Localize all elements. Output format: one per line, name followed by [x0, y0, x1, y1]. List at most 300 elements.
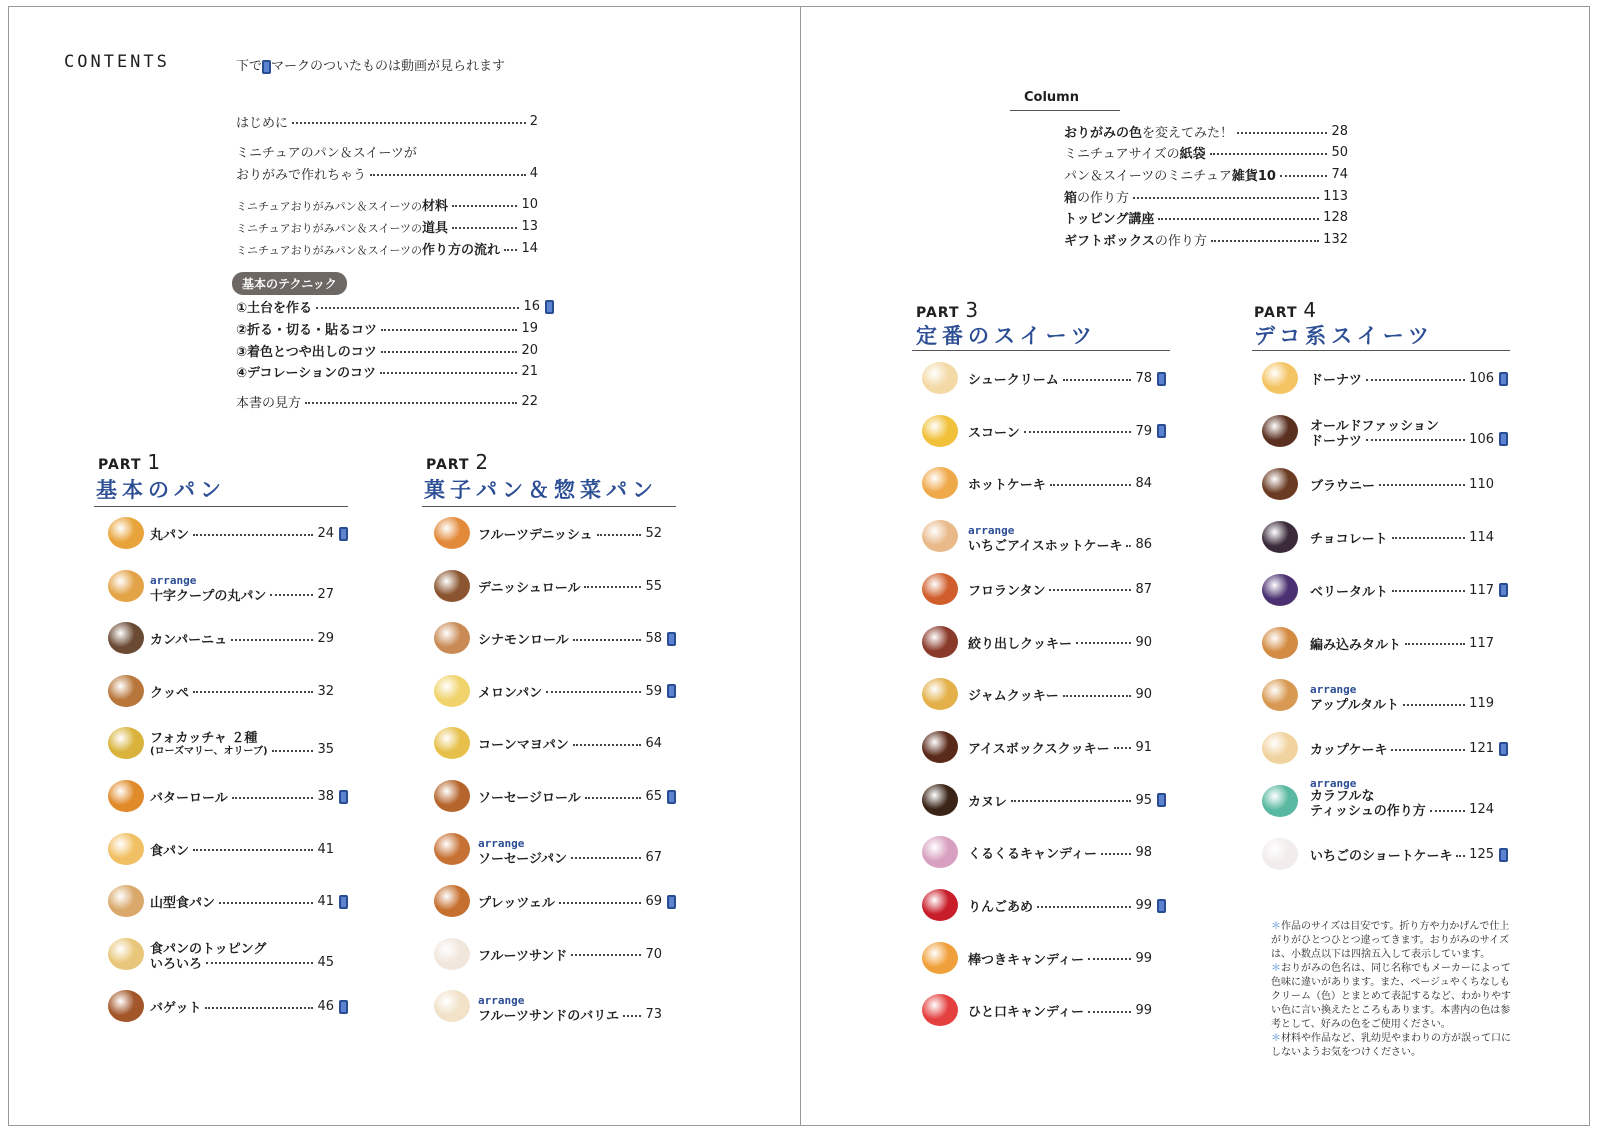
item-label: シュークリーム: [968, 373, 1059, 388]
toc-page: 16: [523, 299, 540, 314]
page-gutter: [800, 6, 801, 1126]
food-photo-icon: [434, 570, 470, 602]
smartphone-video-icon: [667, 790, 676, 804]
leader-dots: [1126, 545, 1131, 547]
item-page: 29: [317, 631, 334, 647]
item-page: 90: [1135, 634, 1152, 650]
toc-flow[interactable]: [236, 239, 538, 258]
leader-dots: [573, 744, 642, 746]
item-line1: 食パンのトッピング: [150, 941, 267, 957]
arrange-tag: arrange: [478, 836, 525, 850]
item-label: カンパーニュ: [150, 633, 228, 649]
smartphone-video-icon: [1499, 742, 1508, 756]
arrange-tag: arrange: [1310, 683, 1357, 697]
item-page: 99: [1135, 898, 1152, 913]
part3-rule: [912, 350, 1170, 351]
item-label: クッペ: [150, 685, 190, 701]
item-page: 114: [1469, 529, 1494, 545]
item-label: ベリータルト: [1310, 584, 1389, 600]
column-pre: パン＆スイーツのミニチュア: [1064, 169, 1232, 184]
item-label: コーンマヨパン: [478, 738, 569, 754]
column-item-2[interactable]: [1064, 143, 1348, 162]
toc-technique-1[interactable]: [236, 297, 554, 316]
part3-item-13[interactable]: [968, 1001, 1166, 1020]
leader-dots: [573, 639, 642, 641]
item-label: 編み込みタルト: [1310, 637, 1402, 653]
toc-technique-3[interactable]: [236, 341, 538, 360]
toc-bold: 作り方の流れ: [422, 243, 501, 258]
smartphone-video-icon: [545, 300, 554, 314]
arrange-tag: arrange: [1310, 777, 1357, 791]
item-label: ソーセージロール: [478, 791, 581, 806]
food-photo-icon: [108, 780, 144, 812]
item-page: 24: [317, 526, 334, 541]
smartphone-video-icon: [667, 684, 676, 698]
item-label: カップケーキ: [1310, 743, 1388, 759]
item-label: ブラウニー: [1310, 478, 1376, 494]
smartphone-video-icon: [1157, 424, 1166, 438]
part2-item-3[interactable]: [478, 629, 676, 648]
smartphone-video-icon: [667, 632, 676, 646]
part3-item-12[interactable]: [968, 949, 1166, 968]
leader-dots: [231, 639, 313, 641]
toc-page: 28: [1331, 124, 1348, 139]
item-page: 110: [1469, 476, 1494, 492]
item-label: 十字クープの丸パン: [150, 588, 267, 604]
leader-dots: [1392, 590, 1465, 592]
item-page: 117: [1469, 635, 1494, 651]
food-photo-icon: [108, 517, 144, 549]
part2-rule: [422, 506, 676, 507]
star-bullet-icon: ＊: [1271, 921, 1281, 932]
part1-item-4[interactable]: [150, 682, 348, 701]
leader-dots: [1392, 537, 1466, 539]
leader-dots: [1114, 747, 1132, 749]
toc-label: ③着色とつや出しのコツ: [236, 345, 377, 360]
toc-hajimeni[interactable]: [236, 112, 538, 131]
item-page: 99: [1135, 950, 1152, 966]
arrange-tag: arrange: [968, 524, 1015, 538]
leader-dots: [623, 1015, 641, 1017]
part1-rule: [94, 506, 348, 507]
toc-page: 21: [521, 364, 538, 379]
part3-item-10[interactable]: [968, 843, 1166, 862]
item-page: 119: [1469, 696, 1494, 712]
food-photo-icon: [1262, 468, 1298, 500]
food-photo-icon: [108, 833, 144, 865]
food-photo-icon: [108, 570, 144, 602]
toc-page: 20: [521, 343, 538, 358]
toc-page: 113: [1323, 189, 1348, 204]
leader-dots: [584, 586, 641, 588]
column-rest: の作り方: [1077, 191, 1130, 206]
part4-item-4[interactable]: [1310, 528, 1508, 547]
star-bullet-icon: ＊: [1271, 1033, 1281, 1044]
smartphone-video-icon: [1499, 583, 1508, 597]
item-page: 90: [1135, 687, 1152, 703]
food-photo-icon: [434, 938, 470, 970]
food-photo-icon: [1262, 574, 1298, 606]
item-label: ひと口キャンディー: [968, 1005, 1084, 1021]
part1-item-6[interactable]: [150, 787, 348, 806]
food-photo-icon: [1262, 785, 1298, 817]
leader-dots: [1024, 431, 1132, 433]
smartphone-video-icon: [262, 60, 271, 74]
leader-dots: [1076, 642, 1131, 644]
part3-item-8[interactable]: [968, 738, 1166, 757]
part1-item-9[interactable]: [150, 953, 348, 972]
item-page: 121: [1469, 741, 1494, 757]
column-item-3[interactable]: [1064, 165, 1348, 184]
arrange-tag: arrange: [478, 994, 525, 1008]
column-pre: ミニチュアサイズの: [1064, 147, 1180, 162]
toc-bold: 道具: [422, 221, 449, 236]
item-page: 125: [1469, 847, 1494, 863]
item-page: 55: [645, 578, 662, 594]
part2-item-8[interactable]: [478, 892, 676, 911]
item-label: 丸パン: [150, 528, 190, 543]
smartphone-video-icon: [1499, 848, 1508, 862]
part1-label: PART 1: [98, 450, 162, 474]
item-label: アイスボックスクッキー: [968, 741, 1110, 757]
item-label: フルーツサンド: [478, 948, 568, 964]
toc-label: おりがみで作れちゃう: [236, 168, 367, 183]
item-label: プレッツェル: [478, 896, 555, 912]
toc-page: 4: [529, 166, 538, 181]
toc-tools[interactable]: [236, 217, 538, 236]
footnote-1: 作品のサイズは目安です。折り方や力かげんで仕上がりがひとつひとつ違ってきます。おりがみのサイズは、小数点以下は四捨五入して表示しています。: [1271, 921, 1510, 960]
item-label: 絞り出しクッキー: [968, 636, 1073, 652]
part1-item-5[interactable]: [150, 742, 348, 757]
star-bullet-icon: ＊: [1271, 963, 1281, 974]
item-page: 99: [1135, 1003, 1152, 1019]
food-photo-icon: [434, 885, 470, 917]
column-bold: 箱: [1064, 191, 1078, 206]
part3-item-11[interactable]: [968, 896, 1166, 915]
item-label: デニッシュロール: [478, 580, 581, 596]
part2-item-7[interactable]: [478, 848, 676, 867]
leader-dots: [193, 691, 313, 693]
leader-dots: [1391, 749, 1465, 751]
item-page: 98: [1135, 845, 1152, 861]
food-photo-icon: [108, 622, 144, 654]
arrange-tag: arrange: [150, 573, 197, 587]
column-bold: 紙袋: [1179, 147, 1206, 162]
part2-item-4[interactable]: [478, 682, 676, 701]
part2-item-2[interactable]: [478, 577, 676, 596]
toc-label: ④デコレーションのコツ: [236, 366, 376, 381]
leader-dots: [232, 797, 314, 799]
part4-item-10[interactable]: [1310, 845, 1508, 864]
part4-item-8[interactable]: [1310, 739, 1508, 758]
toc-label: 本書の見方: [236, 396, 302, 411]
leader-dots: [1088, 958, 1131, 960]
item-label: ソーセージパン: [478, 851, 568, 867]
item-label: (ローズマリー、オリーブ): [150, 746, 268, 758]
part4-item-5[interactable]: [1310, 581, 1508, 600]
item-label: ドーナツ: [1310, 373, 1362, 388]
item-label: 棒つきキャンディー: [968, 952, 1084, 968]
part3-item-1[interactable]: [968, 369, 1166, 388]
part4-title: デコ系スイーツ: [1254, 324, 1434, 348]
smartphone-video-icon: [1499, 432, 1508, 446]
item-label: カヌレ: [968, 794, 1008, 810]
food-photo-icon: [922, 784, 958, 816]
part3-item-5[interactable]: [968, 580, 1166, 599]
toc-prefix: ミニチュアおりがみパン＆スイーツの: [236, 244, 423, 257]
item-label: バターロール: [150, 791, 228, 806]
part4-rule: [1252, 350, 1510, 351]
leader-dots: [1037, 906, 1131, 908]
part3-item-7[interactable]: [968, 685, 1166, 704]
food-photo-icon: [1262, 838, 1298, 870]
part3-item-2[interactable]: [968, 422, 1166, 441]
part4-item-3[interactable]: [1310, 475, 1508, 494]
leader-dots: [1366, 379, 1465, 381]
smartphone-video-icon: [339, 895, 348, 909]
item-page: 69: [645, 894, 662, 910]
part3-item-3[interactable]: [968, 474, 1166, 493]
leader-dots: [219, 902, 313, 904]
item-label: 山型食パン: [150, 896, 216, 912]
food-photo-icon: [434, 675, 470, 707]
smartphone-video-icon: [339, 790, 348, 804]
food-photo-icon: [922, 626, 958, 658]
smartphone-video-icon: [339, 1000, 348, 1014]
item-page: 78: [1135, 371, 1152, 386]
item-page: 45: [317, 954, 334, 970]
footnote-3: 材料や作品など、乳幼児やまわりの方が誤って口にしないようお気をつけください。: [1271, 1033, 1511, 1058]
toc-page: 22: [521, 394, 538, 409]
item-label: メロンパン: [478, 685, 543, 701]
part2-item-10[interactable]: [478, 1005, 676, 1024]
part1-item-2[interactable]: [150, 585, 348, 604]
item-page: 95: [1135, 792, 1152, 808]
toc-page: 13: [521, 219, 538, 234]
leader-dots: [205, 1007, 313, 1009]
item-label: ホットケーキ: [968, 478, 1046, 494]
part3-title: 定番のスイーツ: [916, 324, 1097, 348]
toc-bold: 材料: [422, 199, 449, 214]
toc-prefix: ミニチュアおりがみパン＆スイーツの: [236, 222, 423, 235]
toc-label: はじめに: [236, 116, 289, 131]
leader-dots: [272, 750, 314, 752]
part2-item-9[interactable]: [478, 945, 676, 964]
toc-howto[interactable]: [236, 392, 538, 411]
part4-item-7[interactable]: [1310, 694, 1508, 713]
item-page: 79: [1135, 423, 1152, 439]
part3-item-6[interactable]: [968, 633, 1166, 652]
toc-page: 2: [529, 114, 538, 129]
leader-dots: [1379, 484, 1465, 486]
item-label: フルーツデニッシュ: [478, 528, 593, 543]
technique-pill: 基本のテクニック: [232, 272, 347, 295]
item-page: 32: [317, 683, 334, 699]
item-label: くるくるキャンディー: [968, 847, 1097, 863]
food-photo-icon: [434, 780, 470, 812]
column-rule: [1010, 110, 1120, 111]
part4-label: PART 4: [1254, 298, 1318, 322]
food-photo-icon: [922, 889, 958, 921]
food-photo-icon: [1262, 627, 1298, 659]
leader-dots: [270, 594, 313, 596]
toc-label: ①土台を作る: [236, 301, 313, 316]
leader-dots: [1101, 853, 1131, 855]
part2-item-6[interactable]: [478, 787, 676, 806]
column-item-5[interactable]: [1064, 208, 1348, 227]
leader-dots: [1430, 810, 1465, 812]
column-item-6[interactable]: [1064, 230, 1348, 249]
toc-page: 74: [1331, 167, 1348, 182]
column-rest: の作り方: [1154, 234, 1207, 249]
part4-item-9[interactable]: [1310, 800, 1508, 819]
smartphone-video-icon: [1157, 899, 1166, 913]
food-photo-icon: [434, 622, 470, 654]
leader-dots: [571, 954, 641, 956]
food-photo-icon: [108, 938, 144, 970]
smartphone-video-icon: [1499, 372, 1508, 386]
item-page: 73: [645, 1007, 662, 1023]
part2-item-1[interactable]: [478, 524, 676, 543]
item-page: 59: [645, 683, 662, 699]
leader-dots: [1063, 379, 1132, 381]
item-page: 117: [1469, 582, 1494, 598]
part1-item-1[interactable]: [150, 524, 348, 543]
column-item-4[interactable]: [1064, 187, 1348, 206]
footnote: [1271, 920, 1516, 1060]
leader-dots: [206, 962, 313, 964]
item-page: 70: [645, 946, 662, 962]
leader-dots: [193, 849, 313, 851]
part4-item-2[interactable]: [1310, 430, 1508, 449]
toc-materials[interactable]: [236, 195, 538, 214]
item-label: シナモンロール: [478, 633, 569, 649]
item-label: アップルタルト: [1310, 698, 1400, 714]
item-page: 52: [645, 526, 662, 541]
column-bold: おりがみの色: [1064, 126, 1143, 141]
leader-dots: [546, 691, 641, 693]
toc-technique-2[interactable]: [236, 319, 538, 338]
video-note: [236, 55, 505, 74]
item-label: チョコレート: [1310, 531, 1388, 547]
smartphone-video-icon: [1157, 372, 1166, 386]
part1-item-3[interactable]: [150, 629, 348, 648]
item-page: 106: [1469, 431, 1494, 447]
item-page: 106: [1469, 371, 1494, 386]
leader-dots: [1405, 643, 1465, 645]
item-label: スコーン: [968, 425, 1020, 441]
food-photo-icon: [922, 415, 958, 447]
part2-item-5[interactable]: [478, 734, 676, 753]
leader-dots: [1050, 484, 1132, 486]
leader-dots: [1088, 1011, 1131, 1013]
item-page: 46: [317, 999, 334, 1015]
item-label: ジャムクッキー: [968, 689, 1059, 705]
food-photo-icon: [922, 573, 958, 605]
item-label: フルーツサンドのバリエ: [478, 1009, 620, 1025]
food-photo-icon: [922, 731, 958, 763]
toc-miniature[interactable]: [236, 164, 538, 183]
toc-technique-4[interactable]: [236, 362, 538, 381]
food-photo-icon: [108, 675, 144, 707]
item-label: いちごのショートケーキ: [1310, 849, 1453, 865]
leader-dots: [1403, 704, 1465, 706]
smartphone-video-icon: [1157, 793, 1166, 807]
smartphone-video-icon: [667, 895, 676, 909]
item-label: いちごアイスホットケーキ: [968, 539, 1123, 555]
item-line1: オールドファッション: [1310, 418, 1439, 434]
item-page: 91: [1135, 739, 1152, 755]
food-photo-icon: [922, 942, 958, 974]
toc-page: 132: [1323, 232, 1348, 247]
food-photo-icon: [1262, 362, 1298, 394]
item-line1: カラフルな: [1310, 789, 1375, 805]
contents-title: CONTENTS: [64, 52, 170, 72]
leader-dots: [585, 797, 642, 799]
column-title: Column: [1024, 90, 1079, 105]
leader-dots: [1366, 439, 1465, 441]
item-label: いろいろ: [150, 956, 203, 972]
toc-page: 14: [521, 241, 538, 256]
part4-item-1[interactable]: [1310, 369, 1508, 388]
leader-dots: [1063, 695, 1132, 697]
leader-dots: [597, 534, 642, 536]
part3-label: PART 3: [916, 298, 980, 322]
food-photo-icon: [434, 517, 470, 549]
item-label: 食パン: [150, 843, 190, 859]
item-page: 35: [317, 742, 334, 758]
leader-dots: [1011, 800, 1131, 802]
item-label: ティッシュの作り方: [1310, 804, 1426, 820]
toc-page: 128: [1323, 210, 1348, 225]
part2-title: 菓子パン＆惣菜パン: [424, 478, 658, 502]
toc-page: 10: [521, 197, 538, 212]
item-page: 38: [317, 789, 334, 804]
toc-miniature-line1: ミニチュアのパン＆スイーツが: [236, 146, 417, 161]
column-rest: を変えてみた！: [1142, 126, 1234, 141]
toc-page: 50: [1331, 145, 1348, 160]
column-item-1[interactable]: [1064, 122, 1348, 141]
food-photo-icon: [434, 833, 470, 865]
video-note-suffix: マークのついたものは動画が見られます: [271, 59, 506, 74]
item-page: 64: [645, 736, 662, 752]
part4-item-6[interactable]: [1310, 634, 1508, 653]
leader-dots: [559, 902, 642, 904]
part1-item-8[interactable]: [150, 892, 348, 911]
part3-item-9[interactable]: [968, 791, 1166, 810]
toc-prefix: ミニチュアおりがみパン＆スイーツの: [236, 200, 423, 213]
item-page: 84: [1135, 476, 1152, 492]
column-bold: トッピング講座: [1064, 212, 1155, 227]
part1-item-10[interactable]: [150, 997, 348, 1016]
item-page: 67: [645, 849, 662, 865]
leader-dots: [193, 534, 313, 536]
column-bold: ギフトボックス: [1064, 234, 1155, 249]
item-page: 86: [1135, 537, 1152, 553]
item-label: バゲット: [150, 1001, 202, 1017]
item-label: りんごあめ: [968, 900, 1034, 915]
food-photo-icon: [922, 678, 958, 710]
item-page: 65: [645, 789, 662, 804]
food-photo-icon: [1262, 521, 1298, 553]
part2-label: PART 2: [426, 450, 490, 474]
item-label: ドーナツ: [1310, 433, 1362, 449]
leader-dots: [571, 857, 641, 859]
food-photo-icon: [1262, 415, 1298, 447]
part3-item-4[interactable]: [968, 535, 1166, 554]
part1-item-7[interactable]: [150, 840, 348, 859]
column-bold: 雑貨10: [1231, 169, 1276, 184]
